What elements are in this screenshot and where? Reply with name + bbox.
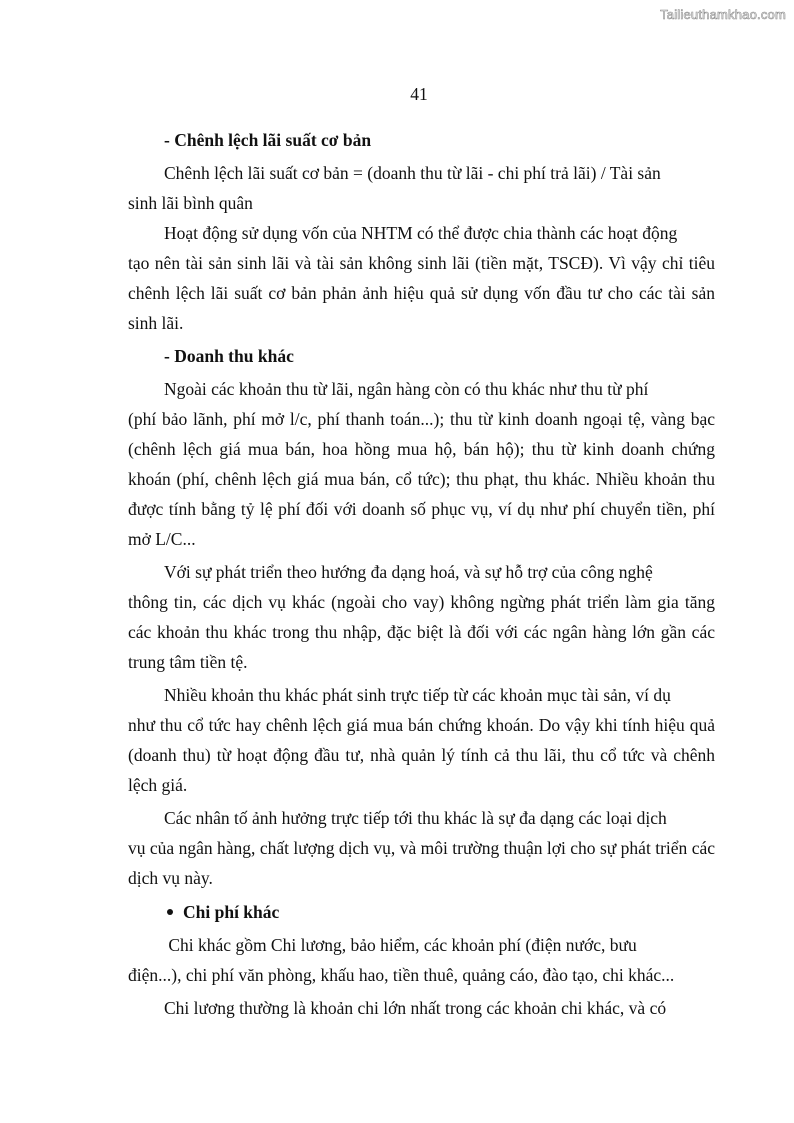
paragraph-first-line: Chi lương thường là khoản chi lớn nhất trong các khoản chi khác, và có (164, 998, 667, 1018)
paragraph-first-line: Nhiều khoản thu khác phát sinh trực tiếp từ các khoản mục tài sản, ví dụ (164, 685, 671, 705)
paragraph-first-line: Ngoài các khoản thu từ lãi, ngân hàng còn có thu khác như thu từ phí (164, 379, 649, 399)
formula-line-continued: sinh lãi bình quân (128, 193, 253, 213)
paragraph-body: như thu cổ tức hay chênh lệch giá mua bán chứng khoán. Do vậy khi tính hiệu quả (doanh thu) từ hoạt động đầu tư, nhà quản lý tính cả thu lãi, thu cổ tức và chênh lệch giá. (128, 715, 715, 795)
paragraph-body: điện...), chi phí văn phòng, khấu hao, tiền thuê, quảng cáo, đào tạo, chi khác... (128, 965, 675, 985)
page-number: 41 (410, 84, 428, 104)
section-heading-other-revenue: - Doanh thu khác (164, 346, 294, 366)
paragraph-body: (phí bảo lãnh, phí mở l/c, phí thanh toán...); thu từ kinh doanh ngoại tệ, vàng bạc (chênh lệch giá mua bán, hoa hồng mua hộ, bán hộ); thu từ kinh doanh chứng khoán (phí, chênh lệch giá mua bán, cổ tức); thu phạt, thu khác. Nhiều khoản thu được tính bằng tỷ lệ phí đối với doanh số phục vụ, ví dụ như phí chuyển tiền, phí mở L/C... (128, 409, 715, 549)
bullet-icon (167, 909, 173, 915)
formula-line: Chênh lệch lãi suất cơ bản = (doanh thu từ lãi - chi phí trả lãi) / Tài sản (164, 163, 661, 183)
watermark: Tailieuthamkhao.com (660, 7, 786, 22)
document-body (128, 125, 715, 1023)
paragraph-body: vụ của ngân hàng, chất lượng dịch vụ, và môi trường thuận lợi cho sự phát triển các dịch vụ này. (128, 838, 715, 888)
paragraph-first-line: Chi khác gồm Chi lương, bảo hiểm, các khoản phí (điện nước, bưu (164, 935, 637, 955)
paragraph-body: tạo nên tài sản sinh lãi và tài sản không sinh lãi (tiền mặt, TSCĐ). Vì vậy chỉ tiêu chênh lệch lãi suất cơ bản phản ảnh hiệu quả sử dụng vốn đầu tư cho các tài sản sinh lãi. (128, 253, 715, 333)
section-heading-interest-spread: - Chênh lệch lãi suất cơ bản (164, 130, 372, 150)
paragraph-first-line: Các nhân tố ảnh hưởng trực tiếp tới thu khác là sự đa dạng các loại dịch (164, 808, 667, 828)
bullet-heading-other-costs (164, 897, 715, 927)
paragraph-body: thông tin, các dịch vụ khác (ngoài cho vay) không ngừng phát triển làm gia tăng các khoản thu khác trong thu nhập, đặc biệt là đối với các ngân hàng lớn gần các trung tâm tiền tệ. (128, 592, 715, 672)
bullet-heading-label: Chi phí khác (183, 902, 280, 922)
paragraph-first-line: Với sự phát triển theo hướng đa dạng hoá, và sự hỗ trợ của công nghệ (164, 562, 653, 582)
paragraph-first-line: Hoạt động sử dụng vốn của NHTM có thể được chia thành các hoạt động (164, 223, 678, 243)
